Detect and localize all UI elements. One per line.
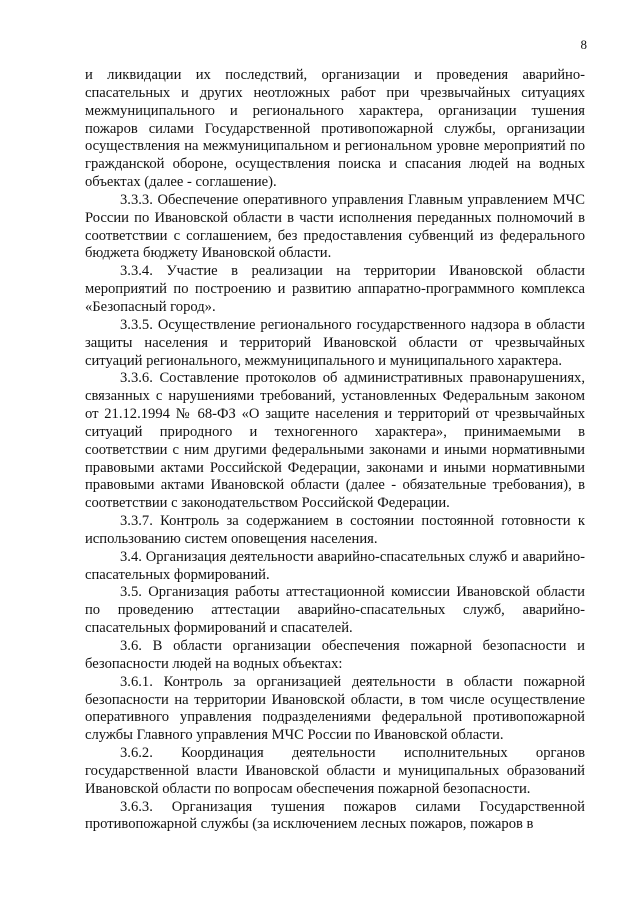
paragraph-3-3-3: 3.3.3. Обеспечение оперативного управления Главным управлением МЧС России по Ивановской области в части исполнения переданных полномочий в соответствии с соглашением, без предоставления субвенций из федерального бюджета бюджету Ивановской области. bbox=[85, 191, 585, 262]
paragraph-continuation: и ликвидации их последствий, организации и проведения аварийно-спасательных и других неотложных работ при чрезвычайных ситуациях межмуниципального и регионального характера, организации тушения пожаров силами Государственной противопожарной службы, организации осуществления на межмуниципальном и региональном уровне мероприятий по гражданской обороне, осуществления поиска и спасания людей на водных объектах (далее - соглашение). bbox=[85, 67, 585, 191]
paragraph-3-3-4: 3.3.4. Участие в реализации на территории Ивановской области мероприятий по построению и развитию аппаратно-программного комплекса «Безопасный город». bbox=[85, 263, 585, 315]
paragraph-3-6-1: 3.6.1. Контроль за организацией деятельности в области пожарной безопасности на территории Ивановской области, в том числе осуществление оперативного управления подразделениями федеральной противопожарной службы Главного управления МЧС России по Ивановской области. bbox=[85, 673, 585, 744]
paragraph-3-3-7: 3.3.7. Контроль за содержанием в состоянии постоянной готовности к использованию систем оповещения населения. bbox=[85, 513, 585, 547]
paragraph-3-6-3: 3.6.3. Организация тушения пожаров силами Государственной противопожарной службы (за исключением лесных пожаров, пожаров в bbox=[85, 798, 585, 833]
paragraph-3-5: 3.5. Организация работы аттестационной комиссии Ивановской области по проведению аттестации аварийно-спасательных служб, аварийно-спасательных формирований и спасателей. bbox=[85, 584, 585, 637]
paragraph-3-3-6: 3.3.6. Составление протоколов об административных правонарушениях, связанных с нарушениями требований, установленных Федеральным законом от 21.12.1994 № 68-ФЗ «О защите населения и территорий от чрезвычайных ситуаций природного и техногенного характера», принимаемыми в соответствии с ним другими федеральными законами и иными нормативными правовыми актами Российской Федерации, законами и иными нормативными правовыми актами Ивановской области (далее - обязательные требования), в соответствии с законодательством Российской Федерации. bbox=[85, 370, 585, 512]
page-number: 8 bbox=[580, 37, 587, 52]
paragraph-3-4: 3.4. Организация деятельности аварийно-спасательных служб и аварийно-спасательных формирований. bbox=[85, 548, 585, 583]
paragraph-3-6: 3.6. В области организации обеспечения пожарной безопасности и безопасности людей на водных объектах: bbox=[85, 638, 585, 672]
document-body bbox=[85, 67, 585, 834]
paragraph-3-6-2: 3.6.2. Координация деятельности исполнительных органов государственной власти Ивановской области и муниципальных образований Ивановской области по вопросам обеспечения пожарной безопасности. bbox=[85, 745, 585, 797]
paragraph-3-3-5: 3.3.5. Осуществление регионального государственного надзора в области защиты населения и территорий Ивановской области от чрезвычайных ситуаций регионального, межмуниципального и муниципального характера. bbox=[85, 316, 585, 369]
